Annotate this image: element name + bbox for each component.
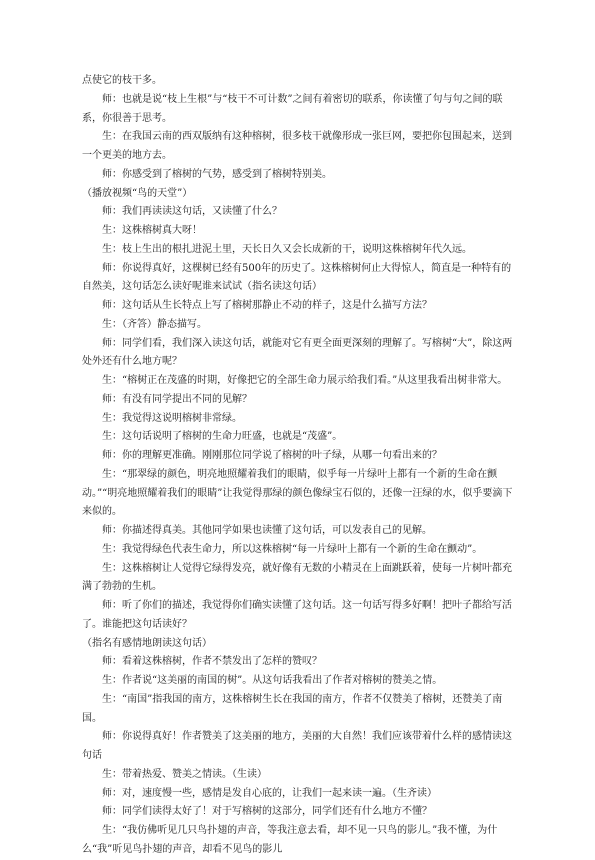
paragraph: 生：（齐答）静态描写。 <box>102 318 207 330</box>
paragraph: 师：有没有同学提出不同的见解？ <box>102 393 252 405</box>
paragraph: 师：看着这株榕树，作者不禁发出了怎样的赞叹？ <box>102 656 322 668</box>
paragraph: 师：你描述得真美。其他同学如果也读懂了这句话，可以发表自己的见解。 <box>102 525 432 536</box>
document-body <box>82 72 514 860</box>
paragraph: 生：作者说“这美丽的南国的树”。从这句话我看出了作者对榕树的赞美之情。 <box>102 675 443 686</box>
paragraph: 师：你的理解更准确。刚刚那位同学说了榕树的叶子绿，从哪一句看出来的？ <box>102 450 442 461</box>
paragraph: 生：我觉得这说明榕树非常绿。 <box>102 412 242 424</box>
paragraph: 生：这株榕树让人觉得它绿得发亮，就好像有无数的小精灵在上面跳跃着，使每一片树叶都充满了勃勃的生机。 <box>82 562 512 593</box>
paragraph: 生：“那翠绿的颜色，明亮地照耀着我们的眼睛，似乎每一片绿叶上都有一个新的生命在颤动。”“明亮地照耀着我们的眼睛”让我觉得那绿的颜色像绿宝石似的，还像一汪绿的水，似乎要滴下来似的。 <box>82 468 513 518</box>
paragraph: 生：这株榕树真大呀！ <box>102 225 202 236</box>
paragraph: 师：同学们读得太好了！对于写榕树的这部分，同学们还有什么地方不懂？ <box>102 806 432 818</box>
paragraph: 生：带着热爱、赞美之情读。（生读） <box>102 768 267 780</box>
paragraph: 师：你说得真好，这棵树已经有500年的历史了。这株榕树何止大得惊人，简直是一种特有的自然美，这句话怎么读好呢谁来试试（指名读这句话） <box>82 262 512 293</box>
paragraph: 师：这句话从生长特点上写了榕树那静止不动的样子，这是什么描写方法？ <box>102 300 432 311</box>
paragraph: 点使它的枝干多。 <box>82 75 162 86</box>
paragraph: 生：“榕树正在茂盛的时期，好像把它的全部生命力展示给我们看。”从这里我看出树非常大。 <box>102 375 508 386</box>
paragraph: 生：枝上生出的根扎进泥土里，天长日久又会长成新的干，说明这株榕树年代久远。 <box>102 243 472 255</box>
paragraph: 师：也就是说“枝上生根”与“枝干不可计数”之间有着密切的联系，你读懂了句与句之间的联系，你很善于思考。 <box>82 93 503 124</box>
paragraph: 生：“南国”指我国的南方，这株榕树生长在我国的南方，作者不仅赞美了榕树，还赞美了南国。 <box>82 693 503 724</box>
paragraph: 师：对，速度慢一些，感情是发自心底的，让我们一起来读一遍。（生齐读） <box>102 787 437 799</box>
paragraph: 师：听了你们的描述，我觉得你们确实读懂了这句话。这一句话写得多好啊！把叶子都给写活了。谁能把这句话读好？ <box>82 600 512 630</box>
paragraph: 生：在我国云南的西双版纳有这种榕树，很多枝干就像形成一张巨网，要把你包围起来，送到一个更美的地方去。 <box>82 131 512 161</box>
paragraph: 师：你说得真好！作者赞美了这美丽的地方，美丽的大自然！我们应该带着什么样的感情读这句话 <box>82 731 512 761</box>
paragraph: 生：“我仿佛听见几只鸟扑翅的声音，等我注意去看，却不见一只鸟的影儿。”我不懂，为什么“我”听见鸟扑翅的声音，却看不见鸟的影儿 <box>82 825 498 855</box>
paragraph: 生：这句话说明了榕树的生命力旺盛，也就是“茂盛”。 <box>102 431 343 443</box>
paragraph: （指名有感情地朗读这句话） <box>82 637 212 649</box>
paragraph: 师：同学们看，我们深入读这句话，就能对它有更全面更深刻的理解了。写榕树“大”，除这两处外还有什么地方呢？ <box>82 337 513 368</box>
paragraph: 师：我们再读读这句话，又读懂了什么？ <box>102 206 282 218</box>
paragraph: 师：你感受到了榕树的气势，感受到了榕树特别美。 <box>102 168 332 180</box>
paragraph: 生：我觉得绿色代表生命力，所以这株榕树“每一片绿叶上都有一个新的生命在颤动”。 <box>102 543 483 555</box>
paragraph: （播放视频“鸟的天堂”） <box>82 187 193 199</box>
